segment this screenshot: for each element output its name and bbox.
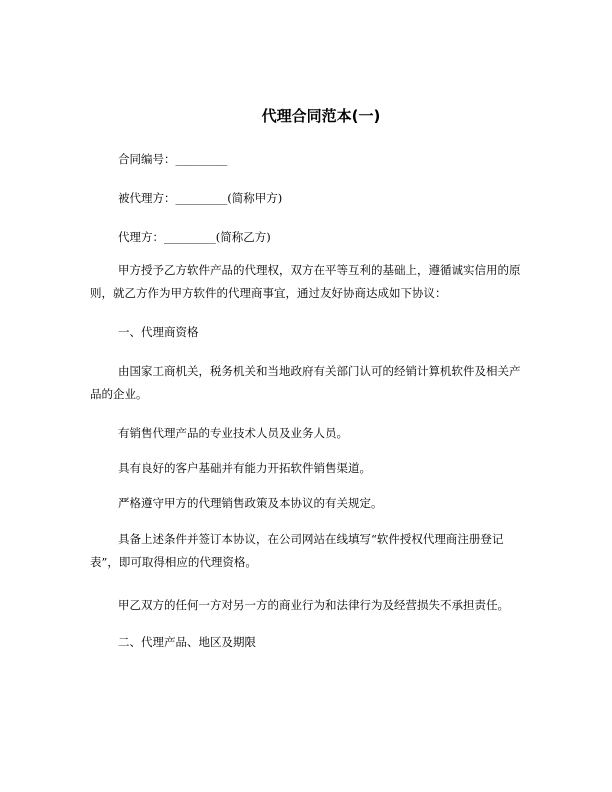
document-title: 代理合同范本(一)	[261, 107, 381, 125]
qualification-paragraph-6: 甲乙双方的任何一方对另一方的商业行为和法律行为及经营损失不承担责任。	[118, 598, 509, 612]
qualification-paragraph-4: 严格遵守甲方的代理销售政策及本协议的有关规定。	[118, 496, 383, 510]
qualification-paragraph-2: 有销售代理产品的专业技术人员及业务人员。	[118, 426, 348, 440]
agent-party-line: 代理方：_________(简称乙方)	[118, 230, 271, 244]
section-heading-products-region-term: 二、代理产品、地区及期限	[118, 635, 256, 649]
qualification-paragraph-3: 具有良好的客户基础并有能力开拓软件销售渠道。	[118, 461, 371, 475]
qualification-paragraph-5: 具备上述条件并签订本协议，在公司网站在线填写“软件授权代理商注册登记表”，即可取得相应的代理资格。	[90, 532, 504, 569]
intro-paragraph: 甲方授予乙方软件产品的代理权，双方在平等互利的基础上，遵循诚实信用的原则，就乙方作为甲方软件的代理商事宜，通过友好协商达成如下协议：	[90, 263, 521, 300]
qualification-paragraph-1: 由国家工商机关，税务机关和当地政府有关部门认可的经销计算机软件及相关产品的企业。	[90, 364, 521, 401]
contract-number-line: 合同编号：_________	[118, 152, 228, 166]
principal-party-line: 被代理方：_________(简称甲方)	[118, 191, 283, 205]
section-heading-agent-qualification: 一、代理商资格	[118, 325, 199, 339]
